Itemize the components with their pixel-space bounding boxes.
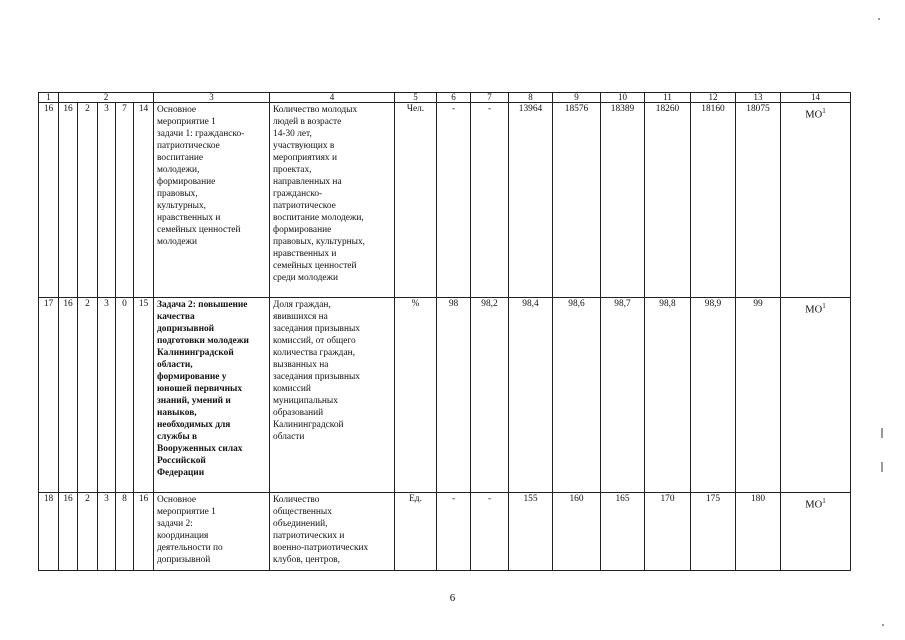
header-cell: 9 [553, 93, 601, 103]
unit-cell: Чел. [395, 103, 437, 298]
value-cell: 98,9 [691, 298, 736, 493]
code-cell: 2 [78, 103, 98, 298]
code-cell: 8 [116, 493, 134, 571]
code-cell: 3 [98, 493, 116, 571]
header-cell: 5 [395, 93, 437, 103]
task-name-cell: Задача 2: повышение качества допризывной подготовки молодежи Калининградской области, формирование у юношей первичных знаний, умений и навыков, необходимых для службы в Вооруженных силах Российской Федерации [154, 298, 270, 493]
header-cell: 12 [691, 93, 736, 103]
code-cell: 16 [59, 298, 78, 493]
value-cell: 175 [691, 493, 736, 571]
table-row [39, 103, 851, 298]
header-cell: 6 [437, 93, 471, 103]
code-cell: 15 [134, 298, 154, 493]
header-cell: 14 [781, 93, 851, 103]
scan-mark [881, 428, 883, 438]
code-cell: 16 [59, 103, 78, 298]
value-cell: 13964 [509, 103, 553, 298]
indicator-table [38, 92, 851, 571]
value-cell: 18260 [645, 103, 691, 298]
header-cell: 4 [270, 93, 395, 103]
header-row [39, 93, 851, 103]
value-cell: 98,2 [471, 298, 509, 493]
table-row [39, 298, 851, 493]
measure-name-cell: Основное мероприятие 1 задачи 2: координация деятельности по допризывной [154, 493, 270, 571]
value-cell: 99 [736, 298, 781, 493]
value-cell: 170 [645, 493, 691, 571]
code-cell: 7 [116, 103, 134, 298]
measure-name-cell: Основное мероприятие 1 задачи 1: гражданско- патриотическое воспитание молодежи, формирование правовых, культурных, нравственных и семейных ценностей молодежи [154, 103, 270, 298]
header-cell: 1 [39, 93, 59, 103]
value-cell: 18389 [601, 103, 645, 298]
value-cell: 98,7 [601, 298, 645, 493]
scan-dot [878, 18, 880, 20]
header-cell: 8 [509, 93, 553, 103]
footnote-mark: 1 [822, 302, 826, 310]
responsible-text: МО [805, 304, 823, 316]
code-cell: 3 [98, 103, 116, 298]
header-cell: 11 [645, 93, 691, 103]
responsible-text: МО [805, 499, 823, 511]
value-cell: 98,4 [509, 298, 553, 493]
code-cell: 16 [59, 493, 78, 571]
responsible-text: МО [805, 109, 823, 121]
responsible-cell [781, 493, 851, 571]
indicator-cell: Доля граждан, явившихся на заседания призывных комиссий, от общего количества граждан, вызванных на заседания призывных комиссий муниципальных образований Калининградской области [270, 298, 395, 493]
value-cell: - [437, 493, 471, 571]
header-cell: 7 [471, 93, 509, 103]
code-cell: 0 [116, 298, 134, 493]
value-cell: 180 [736, 493, 781, 571]
value-cell: - [471, 103, 509, 298]
header-cell: 10 [601, 93, 645, 103]
value-cell: 18576 [553, 103, 601, 298]
header-cell: 2 [59, 93, 154, 103]
table-row [39, 493, 851, 571]
code-cell: 17 [39, 298, 59, 493]
header-cell: 3 [154, 93, 270, 103]
code-cell: 2 [78, 298, 98, 493]
code-cell: 18 [39, 493, 59, 571]
code-cell: 3 [98, 298, 116, 493]
code-cell: 2 [78, 493, 98, 571]
unit-cell: % [395, 298, 437, 493]
code-cell: 16 [39, 103, 59, 298]
value-cell: 160 [553, 493, 601, 571]
footnote-mark: 1 [822, 497, 826, 505]
scan-mark [881, 462, 883, 472]
header-cell: 13 [736, 93, 781, 103]
value-cell: 165 [601, 493, 645, 571]
page-number: 6 [449, 592, 456, 604]
value-cell: - [471, 493, 509, 571]
responsible-cell [781, 298, 851, 493]
value-cell: 98 [437, 298, 471, 493]
unit-cell: Ед. [395, 493, 437, 571]
footnote-mark: 1 [822, 107, 826, 115]
value-cell: 18160 [691, 103, 736, 298]
value-cell: 18075 [736, 103, 781, 298]
value-cell: 155 [509, 493, 553, 571]
indicator-cell: Количество молодых людей в возрасте 14-30 лет, участвующих в мероприятиях и проектах, направленных на гражданско- патриотическое воспитание молодежи, формирование правовых, культурных, нравственных и семейных ценностей среди молодежи [270, 103, 395, 298]
indicator-cell: Количество общественных объединений, патриотических и военно-патриотических клубов, центров, [270, 493, 395, 571]
value-cell: - [437, 103, 471, 298]
value-cell: 98,6 [553, 298, 601, 493]
scan-dot [882, 624, 884, 626]
code-cell: 14 [134, 103, 154, 298]
responsible-cell [781, 103, 851, 298]
code-cell: 16 [134, 493, 154, 571]
value-cell: 98,8 [645, 298, 691, 493]
